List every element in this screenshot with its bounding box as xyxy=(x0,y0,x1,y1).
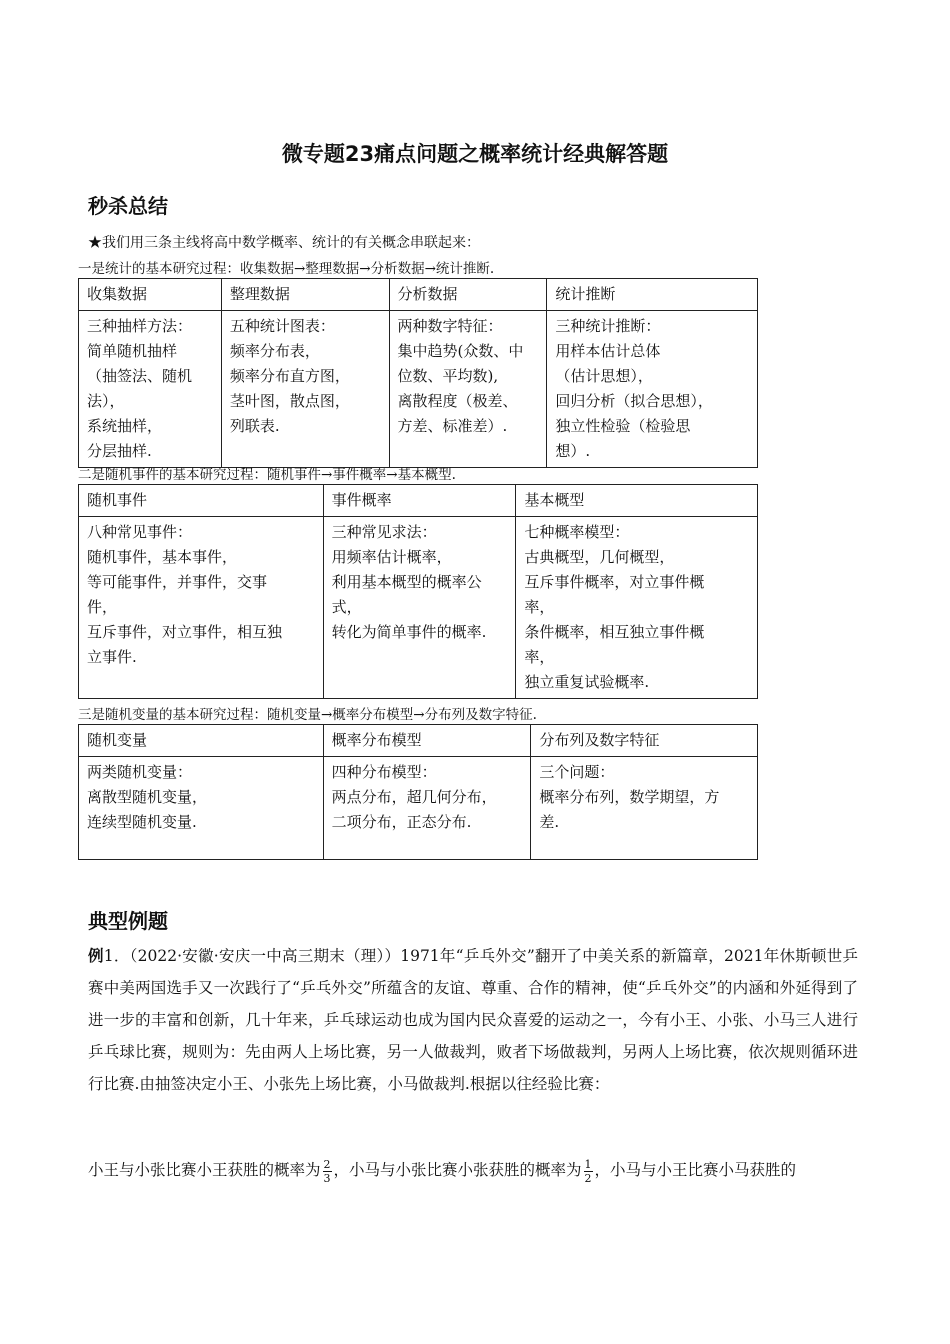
table-cell xyxy=(221,311,389,468)
cell-line: 二项分布，正态分布. xyxy=(331,813,472,831)
cell-line: 五种统计图表： xyxy=(229,317,335,335)
cell-line: 率， xyxy=(524,648,555,666)
cell-line: 连续型随机变量. xyxy=(87,813,197,831)
cell-line: 立事件. xyxy=(87,648,137,666)
table-header-cell: 随机事件 xyxy=(79,485,324,517)
cell-line: 茎叶图，散点图， xyxy=(229,392,350,410)
table-header-cell: 收集数据 xyxy=(79,279,222,311)
frac1-denominator: 3 xyxy=(323,1171,331,1185)
frac1-numerator: 2 xyxy=(323,1157,331,1171)
cell-line: 频率分布表， xyxy=(229,342,320,360)
intro-text: ★我们用三条主线将高中数学概率、统计的有关概念串联起来： xyxy=(88,235,480,251)
cell-line: 用频率估计概率， xyxy=(331,548,452,566)
cell-line: 用样本估计总体 xyxy=(555,342,661,360)
cell-line: （抽签法、随机 xyxy=(87,367,193,385)
cell-line: 三个问题： xyxy=(539,763,615,781)
frac2-denominator: 2 xyxy=(584,1171,592,1185)
cell-line: 差. xyxy=(539,813,560,831)
table-cell xyxy=(79,311,222,468)
cell-line: 三种常见求法： xyxy=(331,523,437,541)
cell-line: 八种常见事件： xyxy=(87,523,193,541)
table-header-cell: 基本概型 xyxy=(516,485,758,517)
cell-line: 三种统计推断： xyxy=(555,317,661,335)
cell-line: 概率分布列，数学期望，方 xyxy=(539,788,720,806)
table-cell xyxy=(547,311,758,468)
cell-line: 转化为简单事件的概率. xyxy=(331,623,487,641)
line-events: 二是随机事件的基本研究过程：随机事件→事件概率→基本概型. xyxy=(78,467,456,483)
cell-line: 独立性检验（检验思 xyxy=(555,417,691,435)
example-last-line xyxy=(88,1150,858,1190)
cell-line: 两种数字特征： xyxy=(397,317,503,335)
table-cell xyxy=(79,517,324,699)
table-header-cell: 事件概率 xyxy=(323,485,516,517)
page-title: 微专题23痛点问题之概率统计经典解答题 xyxy=(281,142,669,166)
variables-table xyxy=(78,724,758,860)
cell-line: 两类随机变量： xyxy=(87,763,193,781)
cell-line: 频率分布直方图， xyxy=(229,367,350,385)
events-table xyxy=(78,484,758,699)
example-label: 例 xyxy=(88,946,104,965)
cell-line: 利用基本概型的概率公 xyxy=(331,573,482,591)
cell-line: 式， xyxy=(331,598,362,616)
cell-line: 列联表. xyxy=(229,417,280,435)
example-paragraph xyxy=(88,940,858,1100)
cell-line: 三种抽样方法： xyxy=(87,317,193,335)
example-number: 1． xyxy=(103,947,130,965)
fraction-one-half xyxy=(584,1158,593,1185)
table-header-cell: 分布列及数字特征 xyxy=(531,725,758,757)
cell-line: （估计思想）， xyxy=(555,367,653,385)
cell-line: 法）， xyxy=(87,392,125,410)
cell-line: 随机事件，基本事件， xyxy=(87,548,238,566)
cell-line: 两点分布，超几何分布， xyxy=(331,788,497,806)
examples-heading: 典型例题 xyxy=(88,909,168,933)
table-header-cell: 分析数据 xyxy=(389,279,547,311)
cell-line: 等可能事件，并事件，交事 xyxy=(87,573,268,591)
table-header-cell: 统计推断 xyxy=(547,279,758,311)
line-variables: 三是随机变量的基本研究过程：随机变量→概率分布模型→分布列及数字特征. xyxy=(78,707,537,723)
cell-line: 互斥事件概率，对立事件概 xyxy=(524,573,705,591)
frac2-numerator: 1 xyxy=(584,1157,592,1171)
table-header-cell: 随机变量 xyxy=(79,725,324,757)
cell-line: 位数、平均数), xyxy=(397,367,499,385)
cell-line: 古典概型，几何概型， xyxy=(524,548,675,566)
cell-line: 互斥事件，对立事件，相互独 xyxy=(87,623,283,641)
table-header-cell: 概率分布模型 xyxy=(323,725,531,757)
cell-line: 独立重复试验概率. xyxy=(524,673,650,691)
table-header-cell: 整理数据 xyxy=(221,279,389,311)
table-cell xyxy=(79,757,324,860)
table-cell xyxy=(323,517,516,699)
cell-line: 回归分析（拟合思想）， xyxy=(555,392,713,410)
table-cell xyxy=(323,757,531,860)
cell-line: 分层抽样. xyxy=(87,442,152,460)
cell-line: 集中趋势(众数、中 xyxy=(397,342,524,360)
cell-line: 条件概率，相互独立事件概 xyxy=(524,623,705,641)
statistics-table xyxy=(78,278,758,468)
cell-line: 离散型随机变量， xyxy=(87,788,208,806)
fraction-two-thirds xyxy=(323,1158,332,1185)
table-cell xyxy=(516,517,758,699)
summary-heading: 秒杀总结 xyxy=(88,194,168,218)
table-cell xyxy=(389,311,547,468)
table-cell xyxy=(531,757,758,860)
cell-line: 率， xyxy=(524,598,555,616)
example-text: （2022·安徽·安庆一中高三期末（理））1971年“乒乓外交”翻开了中美关系的新篇章，2021年休斯顿世乒赛中美两国选手又一次践行了“乒乓外交”所蕴含的友谊、尊重、合作的精神，使“乒乓外交”的内涵和外延得到了进一步的丰富和创新，几十年来，乒乓球运动也成为国内民众喜爱的运动之一，今有小王、小张、小马三人进行乒乓球比赛，规则为：先由两人上场比赛，另一人做裁判，败者下场做裁判，另两人上场比赛，依次规则循环进行比赛.由抽签决定小王、小张先上场比赛，小马做裁判.根据以往经验比赛： xyxy=(88,947,858,1093)
example-text-b: ，小马与小张比赛小张获胜的概率为 xyxy=(333,1161,582,1179)
cell-line: 七种概率模型： xyxy=(524,523,630,541)
cell-line: 件， xyxy=(87,598,118,616)
cell-line: 简单随机抽样 xyxy=(87,342,178,360)
cell-line: 离散程度（极差、 xyxy=(397,392,518,410)
cell-line: 方差、标准差）. xyxy=(397,417,508,435)
example-text-c: ，小马与小王比赛小马获胜的 xyxy=(594,1161,797,1179)
cell-line: 想）. xyxy=(555,442,591,460)
cell-line: 四种分布模型： xyxy=(331,763,437,781)
line-statistics: 一是统计的基本研究过程：收集数据→整理数据→分析数据→统计推断. xyxy=(78,261,495,277)
example-text-a: 小王与小张比赛小王获胜的概率为 xyxy=(88,1161,321,1179)
cell-line: 系统抽样， xyxy=(87,417,163,435)
